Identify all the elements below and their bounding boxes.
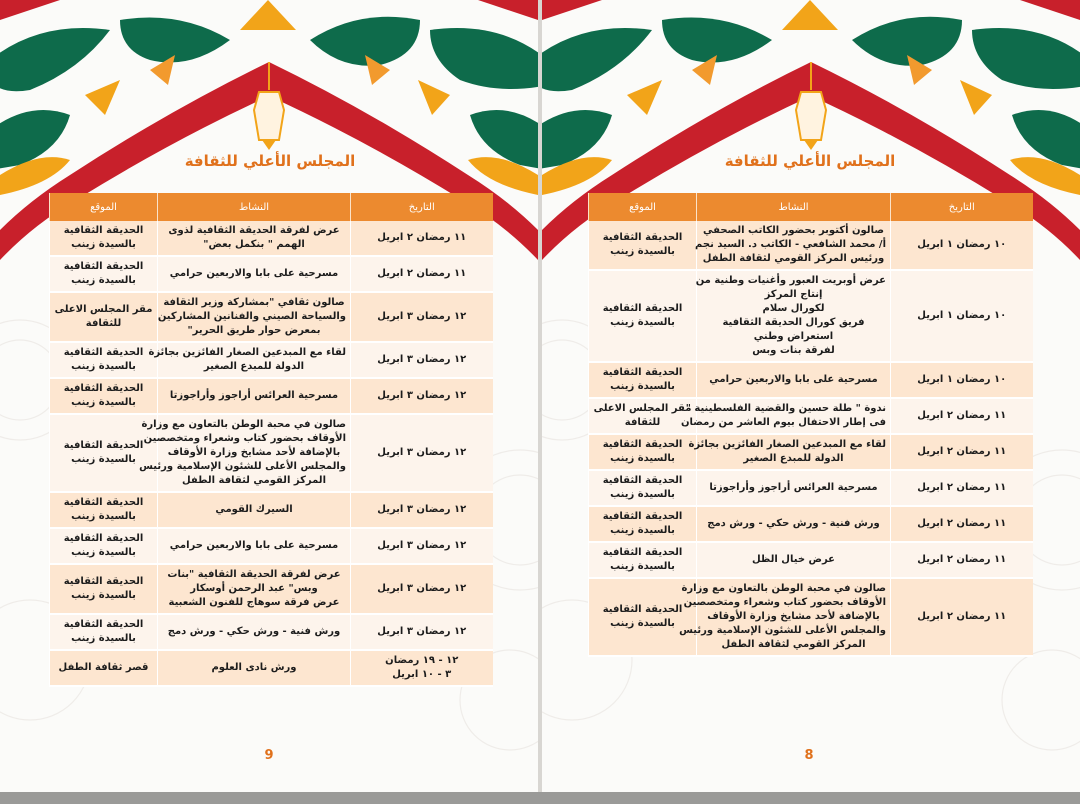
- table-row: [50, 614, 493, 650]
- table-row: [589, 221, 1033, 270]
- table-row: [589, 398, 1033, 434]
- cell-activity: [688, 434, 891, 470]
- cell-date: [351, 650, 493, 686]
- location-text-line: للثقافة: [624, 417, 661, 428]
- location-text-line: بالسيدة زينب: [71, 511, 136, 522]
- cell-date: [351, 256, 493, 292]
- cell-date: [351, 614, 493, 650]
- org-title: المجلس الأعلي للثقافة: [724, 152, 896, 170]
- activity-text-line: الهمم " بنكمل بعض": [203, 239, 305, 250]
- cell-location: [50, 256, 158, 292]
- cell-location: [50, 528, 158, 564]
- column-header-date: التاريخ: [351, 193, 493, 221]
- cell-date: [351, 492, 493, 528]
- schedule-table: [49, 193, 493, 687]
- column-header-activity: النشاط: [158, 193, 351, 221]
- page-number: 8: [804, 748, 814, 763]
- activity-text-line: عرض لفرقة الحديقة الثقافية "بنات: [167, 569, 341, 580]
- location-text-line: الحديقة الثقافية: [63, 497, 144, 508]
- cell-location: [589, 270, 697, 362]
- date-text-line: ١٢ رمضان ٣ ابريل: [377, 583, 467, 594]
- activity-text-line: بمعرض حوار طريق الحرير": [187, 325, 321, 336]
- activity-text-line: لفرقة بنات وبس: [752, 345, 835, 356]
- location-text-line: بالسيدة زينب: [71, 590, 136, 601]
- activity-text-line: والمجلس الأعلى للشئون الإسلامية ورئيس: [139, 461, 346, 472]
- activity-text-line: مسرحية على بابا والاربعين حرامي: [709, 374, 878, 385]
- location-text-line: بالسيدة زينب: [610, 317, 675, 328]
- date-text-line: ١١ رمضان ٢ ابريل: [917, 410, 1007, 421]
- activity-text-line: والمجلس الأعلى للشئون الإسلامية ورئيس: [679, 625, 886, 636]
- activity-text-line: الدولة للمبدع الصغير: [743, 453, 844, 464]
- location-text-line: الحديقة الثقافية: [63, 440, 144, 451]
- cell-activity: [158, 378, 351, 414]
- page-9: [0, 0, 538, 804]
- activity-text-line: ورش فنية - ورش حكي - ورش دمج: [167, 626, 341, 637]
- activity-text-line: أ/ محمد الشافعي - الكاتب د. السيد نجم: [695, 239, 886, 250]
- date-text-line: ١١ رمضان ٢ ابريل: [917, 554, 1007, 565]
- date-text-line: ١٠ رمضان ١ ابريل: [917, 310, 1007, 321]
- cell-location: [589, 506, 697, 542]
- date-text-line: ١١ رمضان ٢ ابريل: [377, 232, 467, 243]
- table-row: [50, 256, 493, 292]
- cell-activity: [680, 398, 891, 434]
- cell-date: [351, 564, 493, 614]
- activity-text-line: الأوقاف بحضور كتاب وشعراء ومتخصصين: [143, 433, 346, 444]
- location-text-line: بالسيدة زينب: [71, 454, 136, 465]
- date-text-line: ١٢ رمضان ٣ ابريل: [377, 354, 467, 365]
- schedule-table: [588, 193, 1033, 657]
- cell-activity: [697, 221, 891, 270]
- activity-text-line: صالون أكتوبر بحضور الكاتب الصحفي: [703, 225, 884, 236]
- cell-activity: [697, 542, 891, 578]
- date-text-line: ١٢ رمضان ٣ ابريل: [377, 390, 467, 401]
- location-text-line: بالسيدة زينب: [71, 633, 136, 644]
- cell-location: [589, 221, 697, 270]
- table-row: [589, 434, 1033, 470]
- location-text-line: الحديقة الثقافية: [602, 511, 683, 522]
- date-text-line: ١١ رمضان ٢ ابريل: [917, 482, 1007, 493]
- cell-activity: [148, 342, 351, 378]
- cell-location: [50, 564, 158, 614]
- activity-text-line: عرض أوبريت العبور وأغنيات وطنية من: [695, 275, 886, 286]
- activity-text-line: مسرحية العرائس أراجوز وأراجوزتا: [709, 482, 878, 493]
- table-body: [589, 221, 1033, 656]
- cell-activity: [158, 492, 351, 528]
- table-row: [589, 578, 1033, 656]
- activity-text-line: صالون ثقافي "بمشاركة وزير الثقافة: [163, 297, 345, 308]
- activity-text-line: ورئيس المركز القومي لثقافة الطفل: [702, 253, 885, 264]
- org-title: المجلس الأعلي للثقافة: [184, 152, 356, 170]
- location-text-line: بالسيدة زينب: [610, 381, 675, 392]
- location-text-line: بالسيدة زينب: [71, 239, 136, 250]
- cell-date: [891, 398, 1033, 434]
- location-text-line: الحديقة الثقافية: [602, 439, 683, 450]
- cell-date: [891, 542, 1033, 578]
- location-text-line: الحديقة الثقافية: [63, 619, 144, 630]
- location-text-line: بالسيدة زينب: [610, 246, 675, 257]
- cell-activity: [697, 470, 891, 506]
- cell-date: [891, 578, 1033, 656]
- activity-text-line: لقاء مع المبدعين الصغار الفائزين بجائزة: [688, 439, 886, 450]
- activity-text-line: السيرك القومي: [215, 504, 293, 515]
- activity-text-line: المركز القومي لثقافة الطفل: [182, 475, 326, 486]
- activity-text-line: والسياحة الصيني والفنانين المشاركين: [157, 311, 346, 322]
- cell-location: [50, 492, 158, 528]
- location-text-line: الحديقة الثقافية: [602, 547, 683, 558]
- date-text-line: ١٢ رمضان ٣ ابريل: [377, 540, 467, 551]
- location-text-line: الحديقة الثقافية: [602, 367, 683, 378]
- cell-location: [589, 542, 697, 578]
- location-text-line: الحديقة الثقافية: [63, 576, 144, 587]
- cell-date: [351, 342, 493, 378]
- column-header-location: الموقع: [589, 193, 697, 221]
- activity-text-line: فى إطار الاحتفال بيوم العاشر من رمضان: [680, 417, 886, 428]
- cell-date: [351, 378, 493, 414]
- location-text-line: بالسيدة زينب: [610, 561, 675, 572]
- activity-text-line: بالإضافة لأحد مشايخ وزارة الأوقاف: [707, 611, 880, 622]
- cell-location: [50, 650, 158, 686]
- cell-date: [891, 270, 1033, 362]
- location-text-line: الحديقة الثقافية: [63, 533, 144, 544]
- date-text-line: ١٢ رمضان ٣ ابريل: [377, 447, 467, 458]
- cell-location: [50, 221, 158, 256]
- activity-text-line: استعراض وطني: [753, 331, 834, 342]
- activity-text-line: صالون في محبة الوطن بالتعاون مع وزارة: [681, 583, 886, 594]
- date-text-line: ١٢ رمضان ٣ ابريل: [377, 311, 467, 322]
- date-text-line: ١٠ رمضان ١ ابريل: [917, 239, 1007, 250]
- cell-activity: [697, 506, 891, 542]
- location-text-line: مقر المجلس الاعلى: [593, 403, 692, 414]
- date-text-line: ١٠ رمضان ١ ابريل: [917, 374, 1007, 385]
- cell-date: [891, 221, 1033, 270]
- table-row: [589, 362, 1033, 398]
- table-row: [50, 650, 493, 686]
- table-row: [589, 542, 1033, 578]
- date-text-line: ١١ رمضان ٢ ابريل: [917, 611, 1007, 622]
- activity-text-line: مسرحية على بابا والاربعين حرامي: [169, 540, 339, 551]
- table-header-row: [589, 193, 1033, 221]
- activity-text-line: إنتاج المركز: [764, 289, 823, 300]
- cell-date: [351, 221, 493, 256]
- cell-location: [589, 578, 697, 656]
- cell-activity: [158, 221, 351, 256]
- table-header-row: [50, 193, 493, 221]
- cell-location: [589, 470, 697, 506]
- table-row: [589, 270, 1033, 362]
- location-text-line: الحديقة الثقافية: [63, 225, 144, 236]
- cell-location: [589, 434, 697, 470]
- table-row: [50, 292, 493, 342]
- table-row: [50, 342, 493, 378]
- activity-text-line: ورش فنية - ورش حكي - ورش دمج: [707, 518, 880, 529]
- table-row: [50, 528, 493, 564]
- location-text-line: بالسيدة زينب: [610, 618, 675, 629]
- location-text-line: بالسيدة زينب: [71, 547, 136, 558]
- activity-text-line: الدولة للمبدع الصغير: [203, 361, 305, 372]
- activity-text-line: المركز القومي لثقافة الطفل: [721, 639, 866, 650]
- cell-location: [50, 342, 158, 378]
- location-text-line: الحديقة الثقافية: [602, 303, 683, 314]
- location-text-line: الحديقة الثقافية: [63, 261, 144, 272]
- cell-date: [351, 292, 493, 342]
- cell-activity: [158, 528, 351, 564]
- cell-activity: [697, 270, 891, 362]
- activity-text-line: وبس" عبد الرحمن أوسكار: [190, 583, 318, 594]
- date-text-line: ١٢ رمضان ٣ ابريل: [377, 504, 467, 515]
- cell-date: [891, 362, 1033, 398]
- column-header-location: الموقع: [50, 193, 158, 221]
- location-text-line: الحديقة الثقافية: [602, 232, 683, 243]
- cell-activity: [158, 292, 351, 342]
- cell-activity: [158, 650, 351, 686]
- activity-text-line: ورش نادى العلوم: [211, 662, 297, 673]
- column-header-activity: النشاط: [697, 193, 891, 221]
- location-text-line: قصر ثقافة الطفل: [58, 662, 149, 673]
- cell-activity: [697, 362, 891, 398]
- date-text-line: ١١ رمضان ٢ ابريل: [917, 446, 1007, 457]
- page-8: [542, 0, 1080, 804]
- date-text-line: ١١ رمضان ٢ ابريل: [917, 518, 1007, 529]
- location-text-line: الحديقة الثقافية: [602, 475, 683, 486]
- cell-location: [50, 378, 158, 414]
- activity-text-line: لقاء مع المبدعين الصغار الفائزين بجائزة: [148, 347, 346, 358]
- location-text-line: بالسيدة زينب: [610, 489, 675, 500]
- date-text-line: ١٢ رمضان ٣ ابريل: [377, 626, 467, 637]
- table-row: [589, 506, 1033, 542]
- location-text-line: الحديقة الثقافية: [63, 347, 144, 358]
- location-text-line: بالسيدة زينب: [610, 453, 675, 464]
- location-text-line: مقر المجلس الاعلى: [54, 304, 153, 315]
- activity-text-line: فريق كورال الحديقة الثقافية: [722, 317, 865, 328]
- location-text-line: الحديقة الثقافية: [63, 383, 144, 394]
- activity-text-line: لكورال سلام: [762, 303, 825, 314]
- cell-date: [891, 470, 1033, 506]
- cell-date: [351, 414, 493, 492]
- activity-text-line: عرض فرقة سوهاج للفنون الشعبية: [168, 597, 340, 608]
- activity-text-line: صالون في محبة الوطن بالتعاون مع وزارة: [141, 419, 346, 430]
- cell-date: [891, 434, 1033, 470]
- activity-text-line: عرض لفرقة الحديقة الثقافية لذوى: [168, 225, 340, 236]
- activity-text-line: بالإضافة لأحد مشايخ وزارة الأوقاف: [167, 447, 341, 458]
- cell-activity: [139, 414, 351, 492]
- table-row: [50, 414, 493, 492]
- activity-text-line: مسرحية على بابا والاربعين حرامي: [169, 268, 339, 279]
- activity-text-line: عرض خيال الظل: [751, 554, 836, 565]
- bottom-edge: [0, 792, 1080, 804]
- cell-activity: [158, 614, 351, 650]
- location-text-line: بالسيدة زينب: [610, 525, 675, 536]
- table-row: [50, 221, 493, 256]
- date-text-line: ٣ - ١٠ ابريل: [392, 669, 452, 680]
- date-text-line: ١١ رمضان ٢ ابريل: [377, 268, 467, 279]
- cell-location: [50, 292, 158, 342]
- cell-date: [351, 528, 493, 564]
- cell-date: [891, 506, 1033, 542]
- column-header-date: التاريخ: [891, 193, 1033, 221]
- table-row: [50, 564, 493, 614]
- table-body: [50, 221, 493, 686]
- location-text-line: الحديقة الثقافية: [602, 604, 683, 615]
- date-text-line: ١٢ - ١٩ رمضان: [385, 655, 459, 666]
- cell-location: [50, 614, 158, 650]
- cell-activity: [679, 578, 891, 656]
- activity-text-line: ندوة " طلة حسين والقضية الفلسطينية ": [685, 403, 886, 414]
- cell-activity: [158, 256, 351, 292]
- activity-text-line: الأوقاف بحضور كتاب وشعراء ومتخصصين: [683, 597, 886, 608]
- location-text-line: للثقافة: [85, 318, 122, 329]
- table-row: [50, 378, 493, 414]
- activity-text-line: مسرحية العرائس أراجوز وأراجوزتا: [169, 390, 339, 401]
- cell-activity: [158, 564, 351, 614]
- location-text-line: بالسيدة زينب: [71, 361, 136, 372]
- page-number: 9: [264, 748, 274, 763]
- table-row: [50, 492, 493, 528]
- table-row: [589, 470, 1033, 506]
- location-text-line: بالسيدة زينب: [71, 275, 136, 286]
- cell-location: [589, 362, 697, 398]
- location-text-line: بالسيدة زينب: [71, 397, 136, 408]
